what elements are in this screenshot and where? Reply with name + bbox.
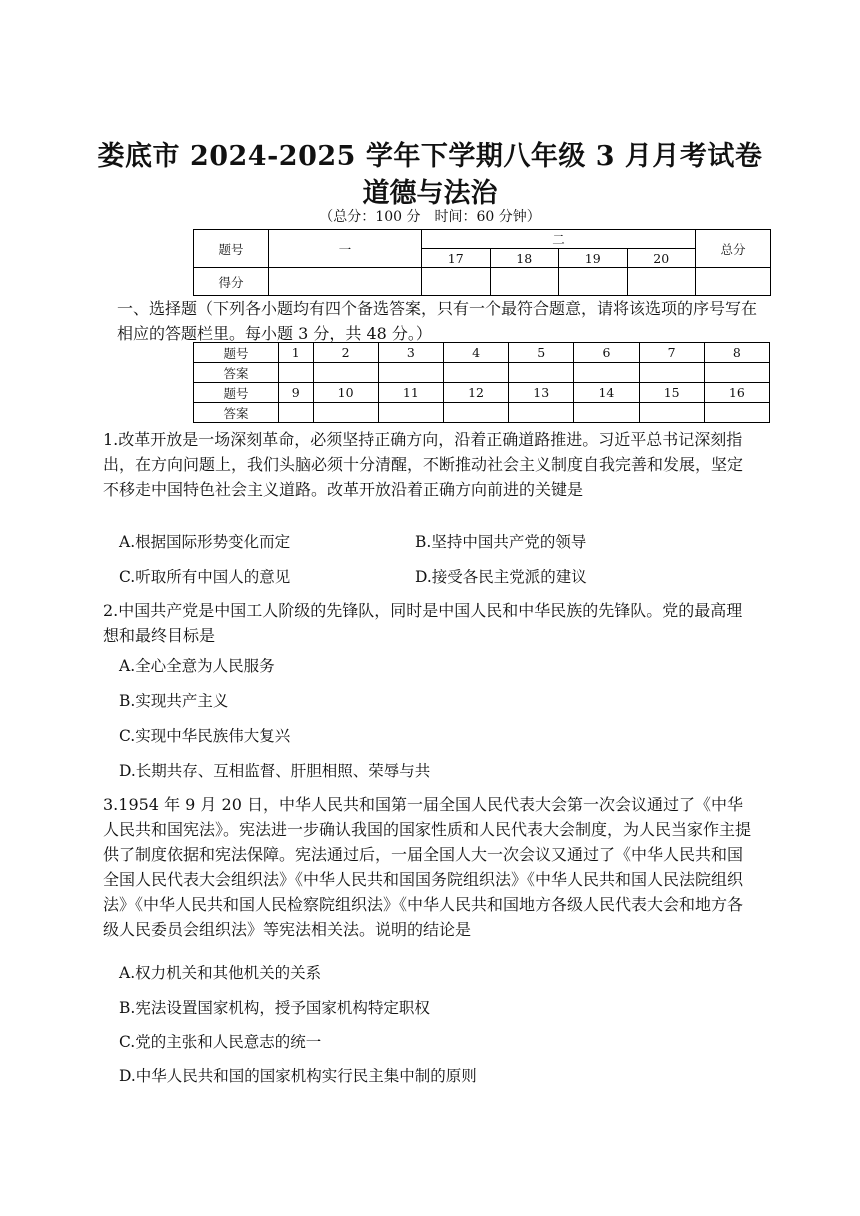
answer-table-qnum: 8 [704, 343, 769, 363]
score-cell[interactable] [490, 268, 559, 296]
question-stem: 3.1954 年 9 月 20 日，中华人民共和国第一届全国人民代表大会第一次会议通过了《中华人民共和国宪法》。宪法进一步确认我国的国家性质和人民代表大会制度，为人民当家作主提供了制度依据和宪法保障。宪法通过后，一届全国人大一次会议又通过了《中华人民共和国全国人民代表大会组织法》《中华人民共和国国务院组织法》《中华人民共和国人民法院组织法》《中华人民共和国人民检察院组织法》《中华人民共和国地方各级人民代表大会和地方各级人民委员会组织法》等宪法相关法。说明的结论是 [103, 795, 752, 939]
answer-cell[interactable] [313, 363, 378, 383]
answer-cell[interactable] [639, 363, 704, 383]
score-cell[interactable] [696, 268, 771, 296]
answer-table-a-label: 答案 [194, 403, 279, 423]
score-table-sub: 18 [490, 249, 559, 268]
answer-cell[interactable] [509, 403, 574, 423]
answer-cell[interactable] [279, 403, 314, 423]
answer-table-qnum: 4 [443, 343, 508, 363]
answer-cell[interactable] [443, 403, 508, 423]
answer-cell[interactable] [509, 363, 574, 383]
option-b[interactable]: B.坚持中国共产党的领导 [415, 533, 587, 551]
option-c[interactable]: C.党的主张和人民意志的统一 [119, 1033, 322, 1051]
option-d[interactable]: D.接受各民主党派的建议 [415, 568, 587, 586]
answer-cell[interactable] [704, 363, 769, 383]
answer-table-qnum: 11 [378, 383, 443, 403]
score-cell[interactable] [422, 268, 491, 296]
answer-table-q-label: 题号 [194, 343, 279, 363]
section-instructions: 一、选择题（下列各小题均有四个备选答案，只有一个最符合题意，请将该选项的序号写在相应的答题栏里。每小题 3 分，共 48 分。） [117, 299, 758, 343]
answer-cell[interactable] [378, 363, 443, 383]
score-table-sub: 19 [559, 249, 628, 268]
option-d[interactable]: D.中华人民共和国的国家机构实行民主集中制的原则 [119, 1067, 477, 1085]
score-table-part2: 二 [422, 230, 696, 249]
answer-table [193, 342, 770, 423]
answer-cell[interactable] [443, 363, 508, 383]
score-cell[interactable] [269, 268, 422, 296]
score-cell[interactable] [627, 268, 696, 296]
answer-table-qnum: 1 [279, 343, 314, 363]
answer-table-qnum: 5 [509, 343, 574, 363]
score-table-part1: 一 [269, 230, 422, 268]
score-table [193, 229, 771, 296]
score-table-total: 总分 [696, 230, 771, 268]
answer-table-qnum: 9 [279, 383, 314, 403]
answer-table-qnum: 14 [574, 383, 639, 403]
answer-table-qnum: 13 [509, 383, 574, 403]
exam-info: （总分：100 分 时间：60 分钟） [319, 209, 541, 225]
answer-table-q-label: 题号 [194, 383, 279, 403]
option-a[interactable]: A.全心全意为人民服务 [119, 657, 275, 675]
answer-table-qnum: 16 [704, 383, 769, 403]
answer-table-a-label: 答案 [194, 363, 279, 383]
score-table-sub: 17 [422, 249, 491, 268]
answer-table-qnum: 15 [639, 383, 704, 403]
answer-table-qnum: 2 [313, 343, 378, 363]
score-table-label-score: 得分 [194, 268, 269, 296]
option-b[interactable]: B.实现共产主义 [119, 692, 229, 710]
subject-title: 道德与法治 [362, 178, 498, 209]
answer-table-qnum: 12 [443, 383, 508, 403]
option-a[interactable]: A.根据国际形势变化而定 [119, 533, 291, 551]
option-d[interactable]: D.长期共存、互相监督、肝胆相照、荣辱与共 [119, 762, 431, 780]
score-table-sub: 20 [627, 249, 696, 268]
answer-cell[interactable] [639, 403, 704, 423]
question-stem: 2.中国共产党是中国工人阶级的先锋队，同时是中国人民和中华民族的先锋队。党的最高理想和最终目标是 [103, 601, 743, 645]
option-c[interactable]: C.听取所有中国人的意见 [119, 568, 291, 586]
answer-cell[interactable] [378, 403, 443, 423]
answer-cell[interactable] [574, 363, 639, 383]
answer-table-qnum: 6 [574, 343, 639, 363]
option-a[interactable]: A.权力机关和其他机关的关系 [119, 964, 322, 982]
question-stem: 1.改革开放是一场深刻革命，必须坚持正确方向，沿着正确道路推进。习近平总书记深刻指出，在方向问题上，我们头脑必须十分清醒，不断推动社会主义制度自我完善和发展，坚定不移走中国特色社会主义道路。改革开放沿着正确方向前进的关键是 [103, 430, 744, 499]
answer-cell[interactable] [704, 403, 769, 423]
score-table-label-number: 题号 [194, 230, 269, 268]
answer-table-qnum: 3 [378, 343, 443, 363]
exam-title: 娄底市 2024-2025 学年下学期八年级 3 月月考试卷 [97, 141, 763, 172]
option-b[interactable]: B.宪法设置国家机构，授予国家机构特定职权 [119, 999, 430, 1017]
answer-cell[interactable] [574, 403, 639, 423]
answer-cell[interactable] [279, 363, 314, 383]
score-cell[interactable] [559, 268, 628, 296]
answer-table-qnum: 7 [639, 343, 704, 363]
answer-cell[interactable] [313, 403, 378, 423]
option-c[interactable]: C.实现中华民族伟大复兴 [119, 727, 291, 745]
answer-table-qnum: 10 [313, 383, 378, 403]
